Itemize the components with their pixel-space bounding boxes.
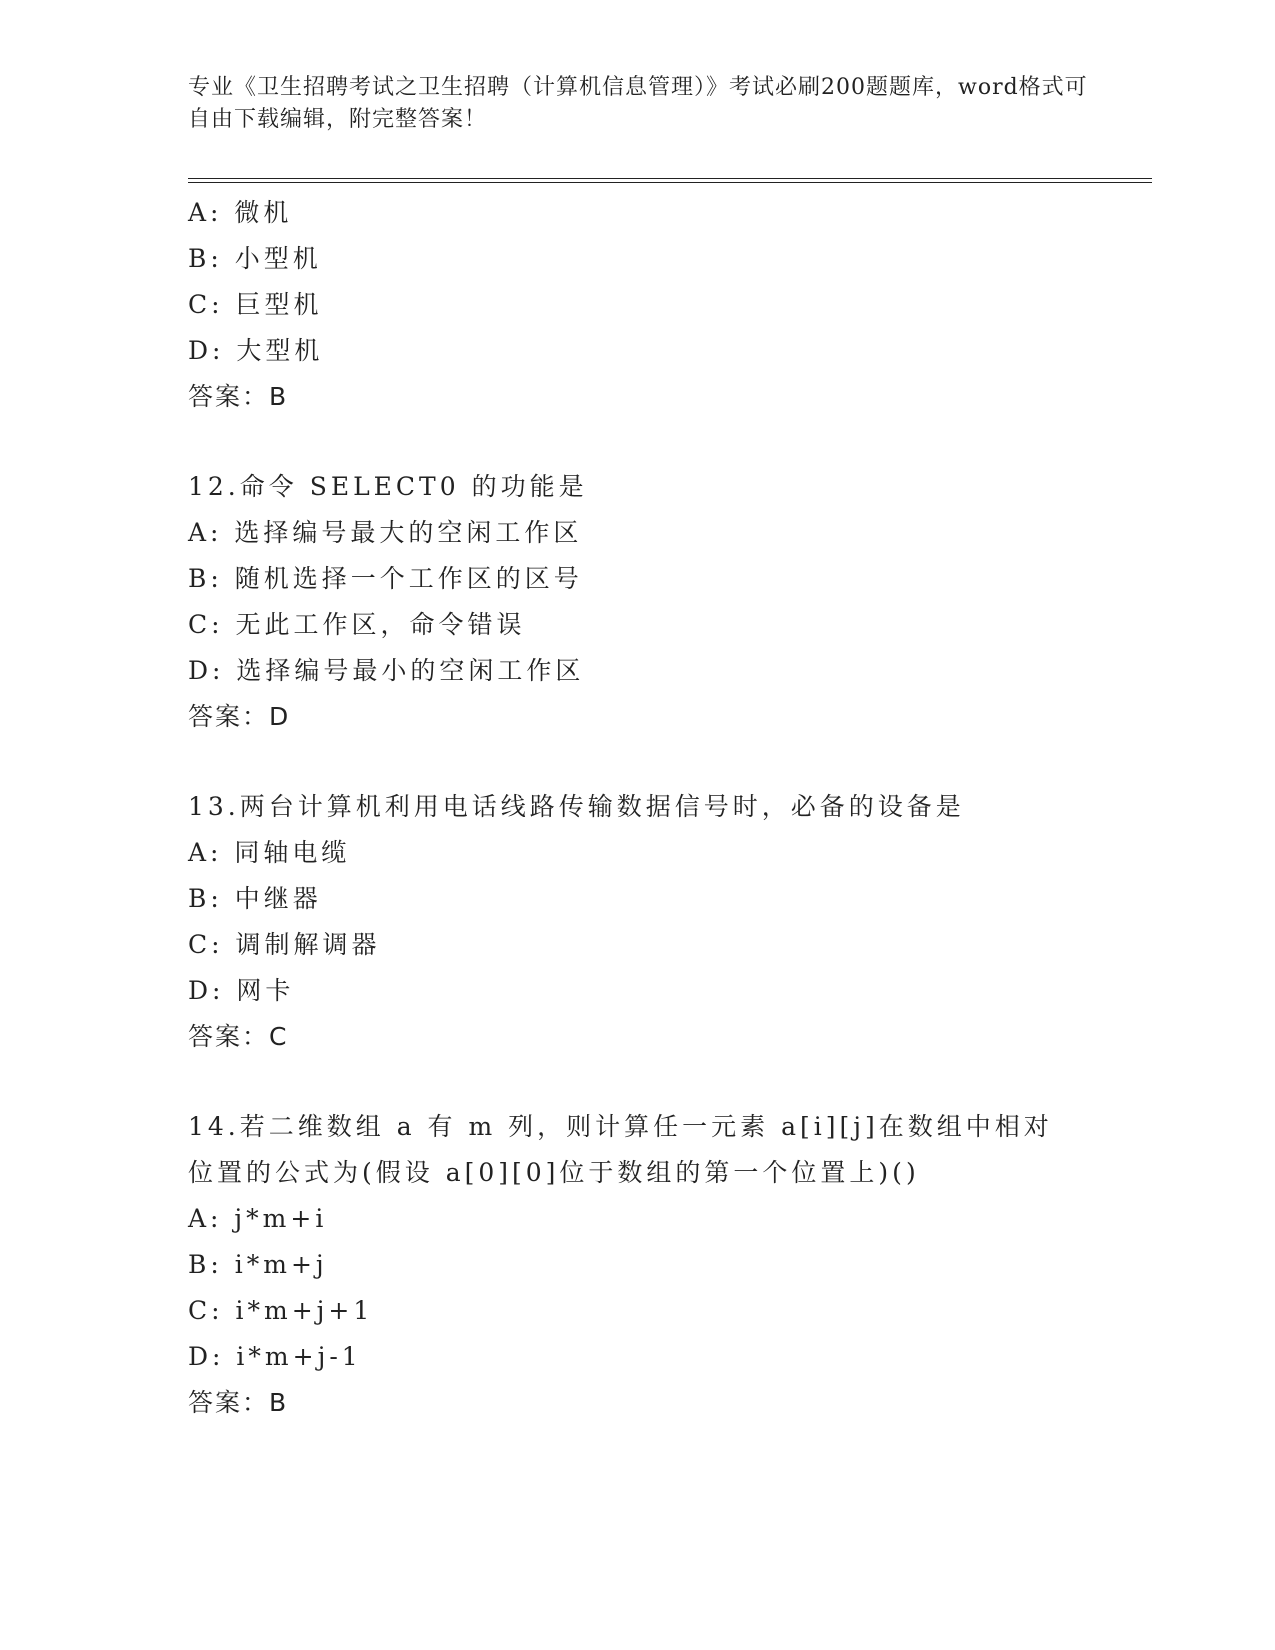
question-block-14 [188,1104,1088,1426]
answer-line: 答案：B [188,1388,289,1417]
document-header: 专业《卫生招聘考试之卫生招聘（计算机信息管理）》考试必刷200题题库，word格式可自由下载编辑，附完整答案！ [188,75,1088,132]
option-a: A: 选择编号最大的空闲工作区 [188,518,583,547]
question-block-11 [188,190,1088,420]
option-c: C: i*m+j+1 [188,1296,374,1325]
option-c: C: 调制解调器 [188,930,381,959]
header-divider [188,178,1152,183]
option-d: D: 网卡 [188,976,295,1005]
option-b: B: 中继器 [188,884,322,913]
question-text: 13.两台计算机利用电话线路传输数据信号时，必备的设备是 [188,792,965,821]
option-b: B: 随机选择一个工作区的区号 [188,564,583,593]
option-b: B: i*m+j [188,1250,328,1279]
question-list [188,190,1088,1426]
question-text: 14.若二维数组 a 有 m 列，则计算任一元素 a[i][j]在数组中相对位置的公式为(假设 a[0][0]位于数组的第一个位置上)() [188,1112,1053,1187]
question-block-12 [188,464,1088,740]
answer-line: 答案：C [188,1022,289,1051]
option-c: C: 无此工作区，命令错误 [188,610,526,639]
answer-line: 答案：D [188,702,291,731]
option-a: A: j*m+i [188,1204,328,1233]
question-text: 12.命令 SELECT0 的功能是 [188,472,588,501]
option-a: A: 同轴电缆 [188,838,351,867]
option-a: A: 微机 [188,198,293,227]
option-d: D: 选择编号最小的空闲工作区 [188,656,585,685]
answer-line: 答案：B [188,382,289,411]
question-block-13 [188,784,1088,1060]
option-c: C: 巨型机 [188,290,323,319]
option-d: D: i*m+j-1 [188,1342,362,1371]
option-b: B: 小型机 [188,244,322,273]
option-d: D: 大型机 [188,336,324,365]
